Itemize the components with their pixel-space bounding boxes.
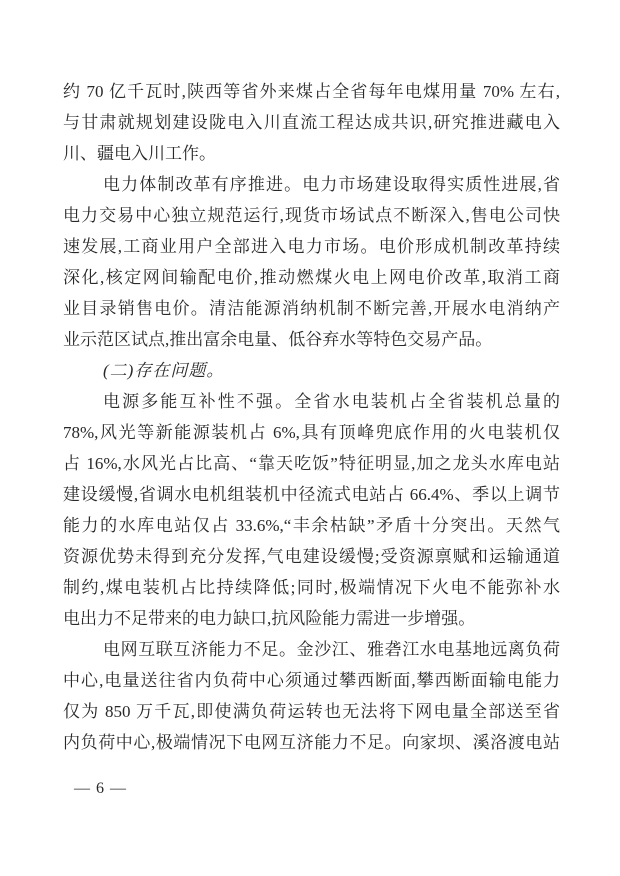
text-line: 业目录销售电价。清洁能源消纳机制不断完善,开展水电消纳产 xyxy=(63,299,560,318)
text-line: 电网互联互济能力不足。金沙江、雅砻江水电基地远离负荷 xyxy=(103,640,560,659)
text-line: 内负荷中心,极端情况下电网互济能力不足。向家坝、溪洛渡电站 xyxy=(63,733,560,752)
text-line: 电出力不足带来的电力缺口,抗风险能力需进一步增强。 xyxy=(63,609,476,628)
text-line: 建设缓慢,省调水电机组装机中径流式电站占 66.4%、季以上调节 xyxy=(63,485,560,504)
text-line: 制约,煤电装机占比持续降低;同时,极端情况下火电不能弥补水 xyxy=(63,578,560,597)
text-line: 78%,风光等新能源装机占 6%,具有顶峰兜底作用的火电装机仅 xyxy=(63,423,560,442)
paragraph xyxy=(63,386,560,634)
text-line: 业示范区试点,推出富余电量、低谷弃水等特色交易产品。 xyxy=(63,330,493,349)
text-line: 深化,核定网间输配电价,推动燃煤火电上网电价改革,取消工商 xyxy=(63,268,560,287)
text-line: 电源多能互补性不强。全省水电装机占全省装机总量的 xyxy=(103,392,560,411)
text-line: 中心,电量送往省内负荷中心须通过攀西断面,攀西断面输电能力 xyxy=(63,671,560,690)
text-line: 约 70 亿千瓦时,陕西等省外来煤占全省每年电煤用量 70% 左右, xyxy=(63,82,560,101)
text-line: 占 16%,水风光占比高、“靠天吃饭”特征明显,加之龙头水库电站 xyxy=(63,454,560,473)
paragraph xyxy=(63,634,560,758)
document-body xyxy=(63,76,560,758)
text-line: 电力体制改革有序推进。电力市场建设取得实质性进展,省 xyxy=(103,175,560,194)
text-line: 资源优势未得到充分发挥,气电建设缓慢;受资源禀赋和运输通道 xyxy=(63,547,560,566)
text-line: 速发展,工商业用户全部进入电力市场。电价形成机制改革持续 xyxy=(63,237,560,256)
text-line: 仅为 850 万千瓦,即使满负荷运转也无法将下网电量全部送至省 xyxy=(63,702,560,721)
text-line: 能力的水库电站仅占 33.6%,“丰余枯缺”矛盾十分突出。天然气 xyxy=(63,516,560,535)
text-line: (二)存在问题。 xyxy=(103,361,225,380)
text-line: 电力交易中心独立规范运行,现货市场试点不断深入,售电公司快 xyxy=(63,206,560,225)
page-number: — 6 — xyxy=(74,780,127,797)
section-heading xyxy=(63,355,560,386)
paragraph xyxy=(63,76,560,169)
text-line: 与甘肃就规划建设陇电入川直流工程达成共识,研究推进藏电入 xyxy=(63,113,560,132)
text-line: 川、疆电入川工作。 xyxy=(63,144,216,163)
paragraph xyxy=(63,169,560,355)
